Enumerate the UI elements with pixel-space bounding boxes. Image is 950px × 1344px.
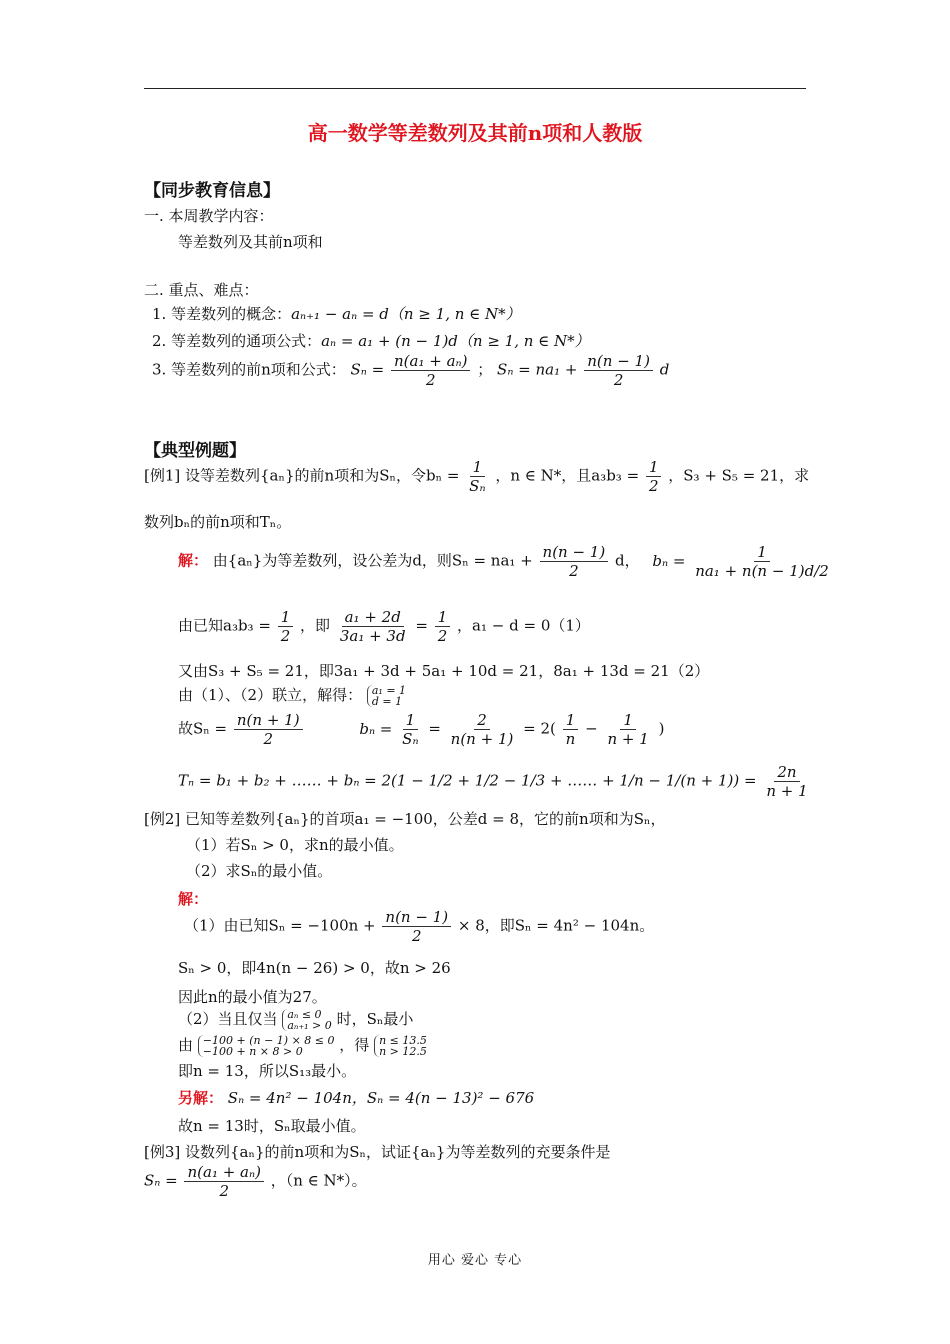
fraction-numerator: 1 <box>563 711 579 730</box>
fraction-numerator: n(a₁ + aₙ) <box>184 1163 263 1182</box>
l5-c: = <box>428 719 441 738</box>
fraction-numerator: 1 <box>435 608 451 627</box>
fraction-numerator: n(a₁ + aₙ) <box>391 352 470 371</box>
item3-f2-right: d <box>659 360 670 379</box>
fraction-denominator: 2 <box>280 627 291 645</box>
result-system <box>374 1035 427 1057</box>
ex1-text-mid: ，n ∈ N*，且a₃b₃ = <box>495 466 640 485</box>
ex1-solution-line4 <box>178 684 406 707</box>
s4-a: （2）当且仅当 <box>178 1010 278 1028</box>
s1-a: （1）由已知Sₙ = −100n + <box>184 916 376 935</box>
item2-label: 2. 等差数列的通项公式： <box>152 332 322 350</box>
part1-content: 等差数列及其前n项和 <box>178 233 323 251</box>
solution-label: 解： <box>178 551 209 570</box>
ex2-solution-line5 <box>178 1034 427 1057</box>
ex1-fraction-2 <box>646 458 662 495</box>
fraction-denominator: 2 <box>648 477 659 495</box>
fraction-denominator: n <box>565 730 576 748</box>
ex2-solution-line7: 故n = 13时，Sₙ取最小值。 <box>178 1117 366 1135</box>
fraction-numerator: 1 <box>403 711 419 730</box>
sol1-b-fraction <box>692 543 832 580</box>
item3-f1-left: Sₙ = <box>350 360 385 379</box>
l5-d: = 2( <box>523 719 556 738</box>
section-examples: 【典型例题】 <box>144 441 246 461</box>
item1-label: 1. 等差数列的概念： <box>152 305 292 323</box>
sum-formula-fraction-2 <box>584 352 653 389</box>
ex3-f-left: Sₙ = <box>144 1171 178 1190</box>
inequality-system <box>198 1035 335 1057</box>
fraction-denominator: n + 1 <box>766 782 808 800</box>
fraction-numerator: 2n <box>774 763 799 782</box>
l5-b: bₙ = <box>359 719 393 738</box>
part1-heading: 一. 本周教学内容： <box>144 207 274 225</box>
ex2-solution-line4 <box>178 1008 413 1031</box>
alt-formula: Sₙ = 4n² − 104n，Sₙ = 4(n − 13)² − 676 <box>227 1089 535 1107</box>
fraction-numerator: 1 <box>620 711 636 730</box>
fraction-numerator: a₁ + 2d <box>342 608 404 627</box>
ex3-formula <box>144 1163 367 1200</box>
part2-heading: 二. 重点、难点： <box>144 281 259 299</box>
ex2-problem-line1: [例2] 已知等差数列{aₙ}的首项a₁ = −100，公差d = 8，它的前n项和为Sₙ， <box>144 810 666 828</box>
condition-1: aₙ ≤ 0 <box>287 1009 322 1020</box>
l5-fraction-3 <box>448 711 517 748</box>
ex2-alt-solution <box>178 1087 534 1108</box>
l6-text: Tₙ = b₁ + b₂ + …… + bₙ = 2(1 − 1/2 + 1/2 − 1/3 + …… + 1/n − 1/(n + 1)) = <box>178 771 757 790</box>
fraction-denominator: 3a₁ + 3d <box>339 627 406 645</box>
ex3-f-right: ，（n ∈ N*）。 <box>270 1171 367 1190</box>
sol1-b: bₙ = <box>652 551 686 570</box>
page-footer: 用心 爱心 专心 <box>427 1253 523 1268</box>
section-sync-info: 【同步教育信息】 <box>144 181 280 201</box>
ex3-fraction <box>184 1163 263 1200</box>
ex2-question-1: （1）若Sₙ > 0，求n的最小值。 <box>186 836 404 854</box>
condition-2: aₙ₊₁ > 0 <box>287 1020 332 1031</box>
l5-e: − <box>585 719 598 738</box>
fraction-denominator: 2 <box>219 1182 229 1200</box>
l5-f: ) <box>658 719 665 738</box>
l2-a: 由已知a₃b₃ = <box>178 616 271 635</box>
ex1-solution-line2 <box>178 608 590 645</box>
item3-label: 3. 等差数列的前n项和公式： <box>152 360 346 379</box>
part2-item2 <box>152 330 590 351</box>
l5-a: 故Sₙ = <box>178 719 228 738</box>
sol1-fraction <box>540 543 609 580</box>
fraction-denominator: 2 <box>425 371 436 389</box>
s5-a: 由 <box>178 1036 194 1054</box>
s5-b: ，得 <box>339 1036 370 1054</box>
separator: ； <box>477 360 493 379</box>
inequality-2: −100 + n × 8 > 0 <box>202 1046 303 1057</box>
l4-text: 由（1）、（2）联立，解得： <box>178 686 363 704</box>
fraction-numerator: n(n − 1) <box>382 908 451 927</box>
l5-fraction-4 <box>563 711 579 748</box>
l2-b: ，即 <box>300 616 331 635</box>
ex1-solution-line5 <box>178 711 664 748</box>
ex1-problem-line1 <box>144 458 809 495</box>
sol1-end: d， <box>615 551 640 570</box>
ex2-solution-label: 解： <box>178 890 209 908</box>
condition-system <box>282 1009 331 1031</box>
fraction-numerator: 1 <box>754 543 770 562</box>
ex2-solution-line6: 即n = 13，所以S₁₃最小。 <box>178 1062 357 1080</box>
page-title: 高一数学等差数列及其前n项和人教版 <box>307 121 643 145</box>
item3-f2-left: Sₙ = na₁ + <box>497 360 578 379</box>
l2-d: ，a₁ − d = 0（1） <box>457 616 590 635</box>
ex2-solution-line1 <box>184 908 654 945</box>
s1-fraction <box>382 908 451 945</box>
fraction-denominator: 2 <box>263 730 273 748</box>
fraction-numerator: n(n + 1) <box>234 711 303 730</box>
fraction-numerator: 1 <box>470 458 486 477</box>
s1-b: × 8，即Sₙ = 4n² − 104n。 <box>457 916 655 935</box>
fraction-denominator: Sₙ <box>469 477 486 495</box>
ex1-solution-line1 <box>178 543 834 580</box>
ex2-question-2: （2）求Sₙ的最小值。 <box>186 862 333 880</box>
fraction-denominator: na₁ + n(n − 1)d/2 <box>695 562 829 580</box>
fraction-numerator: n(n − 1) <box>540 543 609 562</box>
ex1-problem-line2: 数列bₙ的前n项和Tₙ。 <box>144 513 292 531</box>
system-of-equations <box>367 685 406 707</box>
fraction-denominator: 2 <box>411 927 422 945</box>
l2-c: = <box>415 616 428 635</box>
fraction-numerator: 2 <box>474 711 490 730</box>
fraction-numerator: 1 <box>278 608 294 627</box>
equation-2: d = 1 <box>371 696 403 707</box>
ex1-solution-line3: 又由S₃ + S₅ = 21，即3a₁ + 3d + 5a₁ + 10d = 21，8a₁ + 13d = 21（2） <box>178 662 710 680</box>
part2-item1 <box>152 303 521 324</box>
s4-b: 时，Sₙ最小 <box>336 1010 414 1028</box>
l2-fraction-1 <box>278 608 294 645</box>
l5-fraction-2 <box>399 711 421 748</box>
inequality-1: −100 + (n − 1) × 8 ≤ 0 <box>202 1035 335 1046</box>
fraction-denominator: 2 <box>569 562 579 580</box>
fraction-denominator: n + 1 <box>607 730 649 748</box>
l2-fraction-3 <box>435 608 451 645</box>
fraction-denominator: 2 <box>437 627 448 645</box>
ex1-fraction-1 <box>466 458 488 495</box>
fraction-numerator: n(n − 1) <box>584 352 653 371</box>
ex1-text: [例1] 设等差数列{aₙ}的前n项和为Sₙ，令bₙ = <box>144 466 460 485</box>
part2-item3 <box>152 352 669 389</box>
equation-1: a₁ = 1 <box>371 685 407 696</box>
result-2: n > 12.5 <box>379 1046 427 1057</box>
fraction-denominator: n(n + 1) <box>450 730 514 748</box>
item2-formula: aₙ = a₁ + (n − 1)d（n ≥ 1, n ∈ N*） <box>321 332 590 350</box>
fraction-numerator: 1 <box>646 458 662 477</box>
l2-fraction-2 <box>337 608 409 645</box>
fraction-denominator: Sₙ <box>402 730 419 748</box>
ex3-problem-line1: [例3] 设数列{aₙ}的前n项和为Sₙ，试证{aₙ}为等差数列的充要条件是 <box>144 1143 611 1161</box>
l5-fraction-1 <box>234 711 303 748</box>
item1-formula: aₙ₊₁ − aₙ = d（n ≥ 1, n ∈ N*） <box>291 305 521 323</box>
l5-fraction-5 <box>604 711 651 748</box>
result-1: n ≤ 13.5 <box>379 1035 427 1046</box>
header-rule <box>144 88 806 89</box>
ex2-solution-line3: 因此n的最小值为27。 <box>178 988 327 1006</box>
ex1-text-end: ，S₃ + S₅ = 21，求 <box>668 466 810 485</box>
ex1-solution-line6 <box>178 763 813 800</box>
l6-fraction <box>763 763 810 800</box>
sol1-text: 由{aₙ}为等差数列，设公差为d，则Sₙ = na₁ + <box>212 551 533 570</box>
fraction-denominator: 2 <box>613 371 624 389</box>
sum-formula-fraction <box>391 352 470 389</box>
ex2-solution-line2: Sₙ > 0，即4n(n − 26) > 0，故n > 26 <box>178 959 451 977</box>
alt-solution-label: 另解： <box>178 1089 224 1107</box>
